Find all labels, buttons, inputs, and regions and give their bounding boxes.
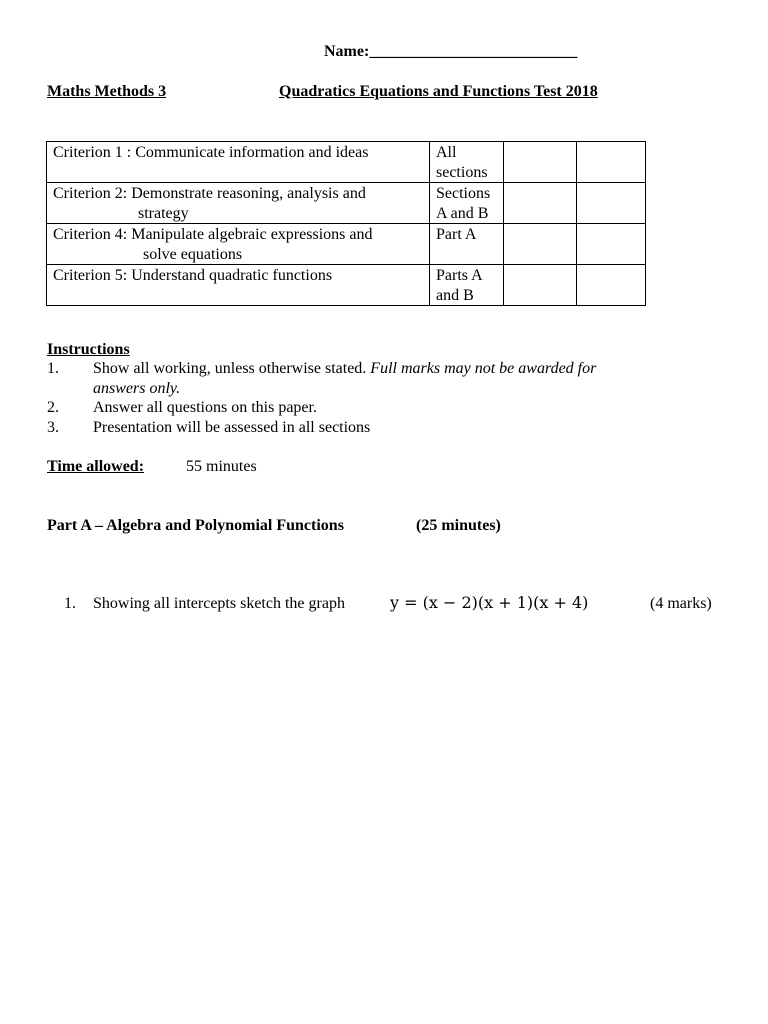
instruction-number: 2. xyxy=(47,399,59,416)
question-text: Showing all intercepts sketch the graph xyxy=(93,595,345,612)
criterion-cell xyxy=(47,183,430,224)
criterion-cell xyxy=(47,224,430,265)
instructions-heading: Instructions xyxy=(47,341,130,358)
part-a-heading: Part A – Algebra and Polynomial Functions xyxy=(47,517,344,534)
mark-cell[interactable] xyxy=(577,142,646,183)
mark-cell[interactable] xyxy=(504,142,577,183)
criterion-text: Criterion 1 : Communicate information and ideas xyxy=(53,144,369,161)
instruction-text-italic-cont: answers only. xyxy=(93,380,181,397)
instruction-text xyxy=(93,360,596,378)
criterion-text: Criterion 2: Demonstrate reasoning, analysis and xyxy=(53,185,366,202)
mark-cell[interactable] xyxy=(504,183,577,224)
criterion-scope-cell: Parts A and B xyxy=(430,265,504,306)
criteria-table xyxy=(46,141,646,306)
mark-cell[interactable] xyxy=(504,224,577,265)
instruction-text-italic: Full marks may not be awarded for xyxy=(370,360,597,377)
instruction-number: 3. xyxy=(47,419,59,436)
criterion-scope-cell: All sections xyxy=(430,142,504,183)
criterion-text-cont: solve equations xyxy=(143,245,243,263)
criterion-text-cont: strategy xyxy=(138,204,189,222)
criteria-row xyxy=(47,224,646,265)
criterion-cell xyxy=(47,265,430,306)
part-a-time: (25 minutes) xyxy=(416,517,501,534)
instruction-text-plain: Show all working, unless otherwise stated. xyxy=(93,360,367,377)
criteria-row xyxy=(47,265,646,306)
question-marks: (4 marks) xyxy=(650,595,712,612)
time-allowed-label: Time allowed: xyxy=(47,458,145,475)
course-title: Maths Methods 3 xyxy=(47,83,167,100)
criterion-scope-cell: Part A xyxy=(430,224,504,265)
instruction-text: Answer all questions on this paper. xyxy=(93,399,317,416)
mark-cell[interactable] xyxy=(577,265,646,306)
name-field-label: Name:__________________________ xyxy=(324,43,578,60)
criteria-row xyxy=(47,142,646,183)
question-equation: y = (x − 2)(x + 1)(x + 4) xyxy=(390,593,589,612)
criterion-text: Criterion 4: Manipulate algebraic expressions and xyxy=(53,226,373,243)
instruction-text: Presentation will be assessed in all sections xyxy=(93,419,371,436)
mark-cell[interactable] xyxy=(577,183,646,224)
criterion-scope-cell: Sections A and B xyxy=(430,183,504,224)
question-number: 1. xyxy=(64,595,76,612)
test-title: Quadratics Equations and Functions Test 2018 xyxy=(279,83,598,100)
time-allowed-value: 55 minutes xyxy=(186,458,257,475)
criterion-cell xyxy=(47,142,430,183)
instruction-number: 1. xyxy=(47,360,59,377)
mark-cell[interactable] xyxy=(577,224,646,265)
criterion-text: Criterion 5: Understand quadratic functions xyxy=(53,267,333,284)
mark-cell[interactable] xyxy=(504,265,577,306)
criteria-row xyxy=(47,183,646,224)
